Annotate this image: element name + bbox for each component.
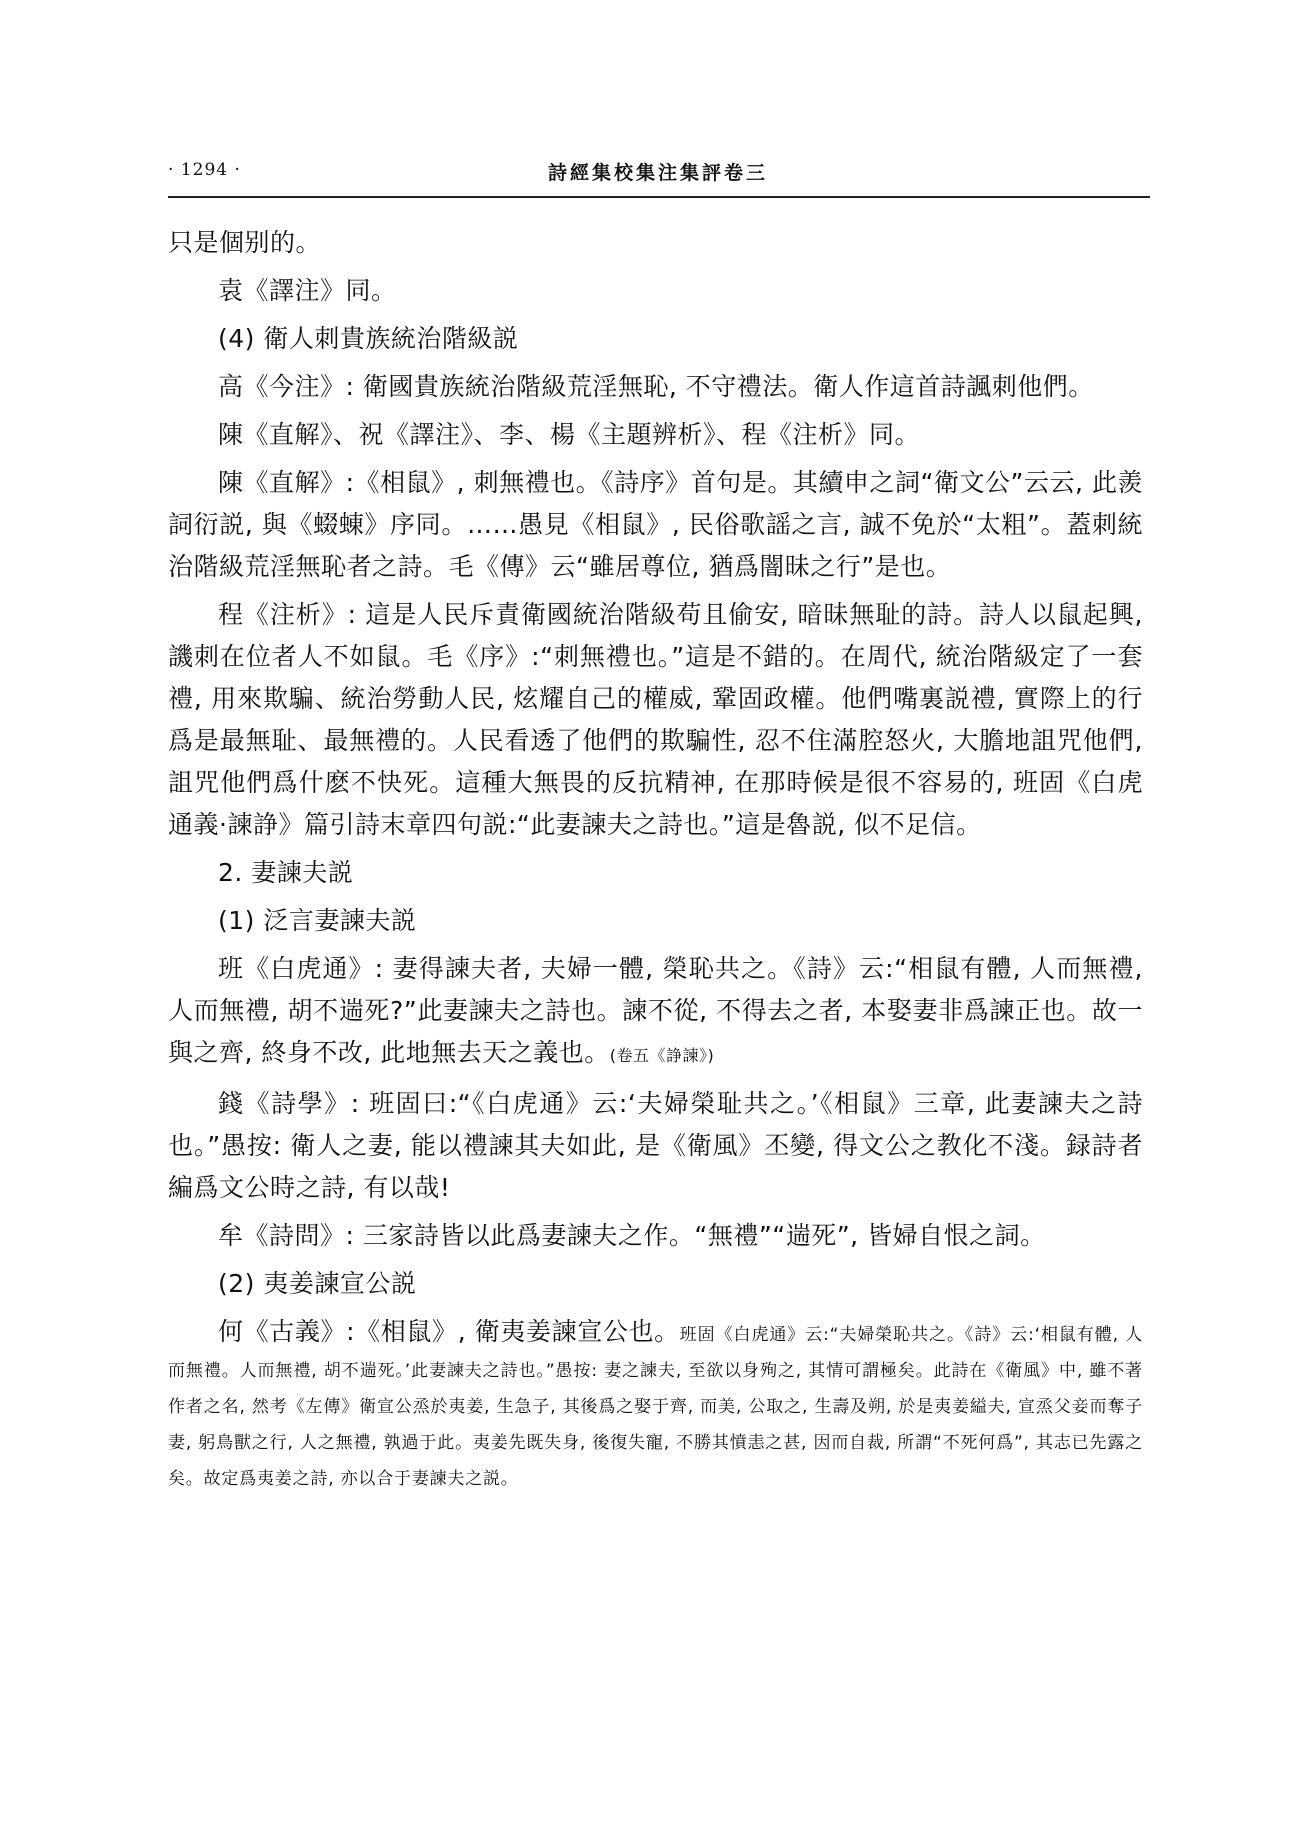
- paragraph: [168, 948, 1143, 1077]
- section-heading: (1) 泛言妻諫夫説: [218, 906, 417, 935]
- source-note: (卷五《諍諫》): [609, 1046, 715, 1065]
- section-heading: (4) 衛人刺貴族統治階級説: [218, 324, 519, 353]
- paragraph: 只是個别的。: [168, 228, 322, 257]
- paragraph: 陳《直解》、祝《譯注》、李、楊《主題辨析》、程《注析》同。: [218, 420, 921, 449]
- paragraph: 牟《詩問》: 三家詩皆以此爲妻諫夫之作。“無禮”“遄死”, 皆婦自恨之詞。: [218, 1221, 1046, 1250]
- page-header: [168, 156, 1148, 196]
- running-title: 詩經集校集注集評卷三: [547, 162, 768, 184]
- section-heading: (2) 夷姜諫宣公説: [218, 1269, 417, 1298]
- page-body: [168, 222, 1143, 1497]
- header-rule: [168, 196, 1150, 198]
- commentary-lead: 何《古義》:《相鼠》, 衛夷姜諫宣公也。: [218, 1317, 680, 1346]
- commentary-small-text: 班固《白虎通》云:“夫婦榮恥共之。《詩》云:‘相鼠有體, 人而無禮。人而無禮, 胡不遄死。’此妻諫夫之詩也。”愚按: 妻之諫夫, 至欲以身殉之, 其情可謂極矣。此詩在《衛風》中, 雖不著作者之名, 然考《左傳》衛宣公烝於夷姜, 生急子, 其後爲之娶于齊, 而美, 公取之, 生壽及朔, 於是夷姜縊夫, 宣烝父妾而奪子妻, 躬鳥獸之行, 人之無禮, 孰過于此。夷姜先既失身, 後復失寵, 不勝其憤恚之甚, 因而自裁, 所謂“不死何爲”, 其志已先露之矣。故定爲夷姜之詩, 亦以合于妻諫夫之説。: [168, 1325, 1143, 1489]
- paragraph: 袁《譯注》同。: [218, 276, 397, 305]
- paragraph: 陳《直解》:《相鼠》, 刺無禮也。《詩序》首句是。其續申之詞“衛文公”云云, 此羨詞衍説, 與《蝃蝀》序同。……愚見《相鼠》, 民俗歌謡之言, 誠不免於“太粗”。蓋刺統治階級荒淫無恥者之詩。毛《傳》云“雖居尊位, 猶爲闇昧之行”是也。: [168, 468, 1143, 581]
- paragraph-text: 班《白虎通》: 妻得諫夫者, 夫婦一體, 榮恥共之。《詩》云:“相鼠有體, 人而無禮, 人而無禮, 胡不遄死?”此妻諫夫之詩也。諫不從, 不得去之者, 本娶妻非爲諫正也。故一與之齊, 終身不改, 此地無去天之義也。: [168, 954, 1143, 1067]
- page-number: · 1294 ·: [168, 160, 241, 180]
- commentary-note: [168, 1311, 1143, 1497]
- paragraph: 錢《詩學》: 班固曰:“《白虎通》云:‘夫婦榮耻共之。’《相鼠》三章, 此妻諫夫之詩也。”愚按: 衛人之妻, 能以禮諫其夫如此, 是《衛風》丕變, 得文公之教化不淺。録詩者編爲文公時之詩, 有以哉!: [168, 1089, 1143, 1202]
- paragraph: 程《注析》: 這是人民斥責衛國統治階級苟且偷安, 暗昧無耻的詩。詩人以鼠起興, 譏刺在位者人不如鼠。毛《序》:“刺無禮也。”這是不錯的。在周代, 統治階級定了一套禮, 用來欺騙、統治勞動人民, 炫耀自己的權威, 鞏固政權。他們嘴裏説禮, 實際上的行爲是最無耻、最無禮的。人民看透了他們的欺騙性, 忍不住滿腔怒火, 大膽地詛咒他們, 詛咒他們爲什麽不快死。這種大無畏的反抗精神, 在那時候是很不容易的, 班固《白虎通義·諫諍》篇引詩末章四句説:“此妻諫夫之詩也。”這是魯説, 似不足信。: [168, 600, 1143, 839]
- section-heading: 2. 妻諫夫説: [218, 858, 354, 887]
- paragraph: 高《今注》: 衛國貴族統治階級荒淫無恥, 不守禮法。衛人作這首詩諷刺他們。: [218, 372, 1094, 401]
